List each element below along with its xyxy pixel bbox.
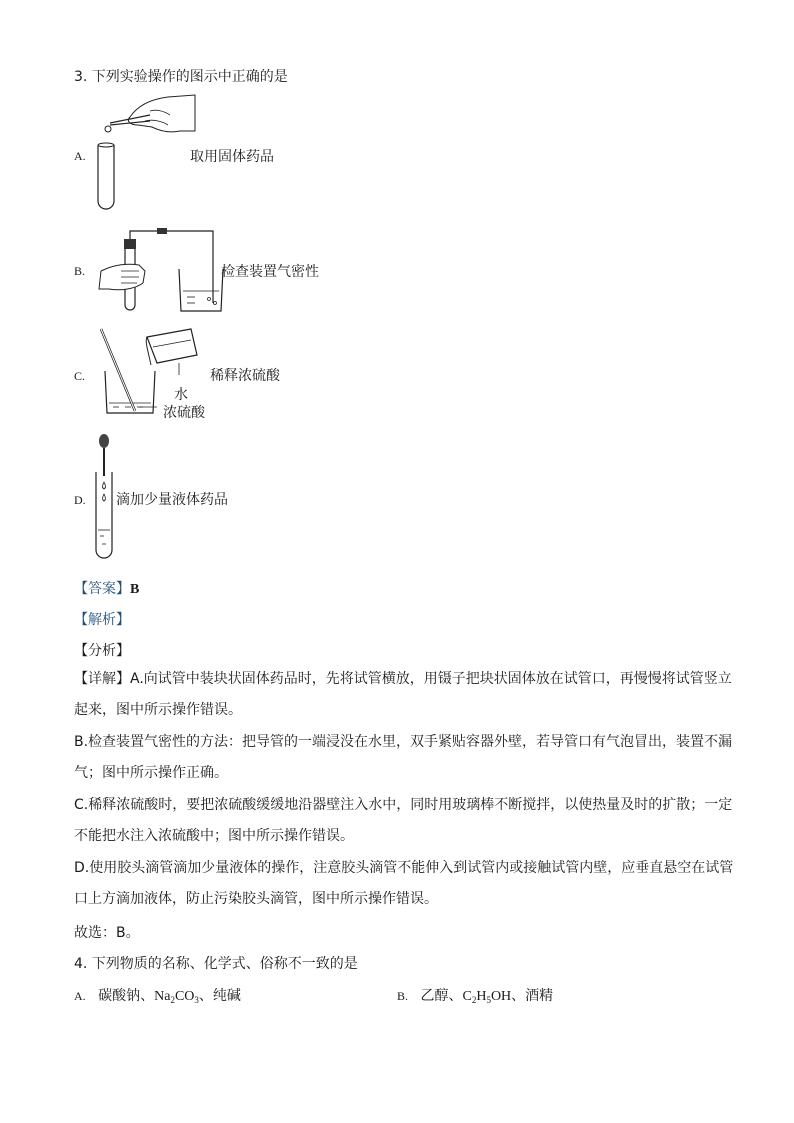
q4-option-a-tail: 、纯碱 bbox=[198, 988, 241, 1004]
answer-tag: 【答案】 bbox=[74, 581, 130, 597]
analysis-tag: 【解析】 bbox=[74, 612, 130, 628]
option-b-caption: 检查装置气密性 bbox=[221, 264, 319, 280]
option-a-caption: 取用固体药品 bbox=[190, 149, 274, 165]
q4-option-b-name: 乙醇、 bbox=[420, 988, 463, 1004]
detail-tag: 【详解】 bbox=[74, 671, 130, 687]
option-c-caption: 稀释浓硫酸 bbox=[210, 368, 280, 384]
detail-b-text: B.检查装置气密性的方法：把导管的一端浸没在水里，双手紧贴容器外壁，若导管口有气泡冒出，装置不漏气；图中所示操作正确。 bbox=[74, 734, 733, 781]
q4-option-b-formula: $C_2H_5OH$ bbox=[462, 989, 512, 1005]
q4-option-a-letter: A. bbox=[74, 989, 86, 1003]
option-c-water-label: 水 bbox=[174, 387, 188, 403]
detail-a-text: A.向试管中装块状固体药品时，先将试管横放，用镊子把块状固体放在试管口，再慢慢将试管竖立起来，图中所示操作错误。 bbox=[74, 671, 732, 718]
q4-option-a-formula: $Na_2CO_3$ bbox=[154, 989, 199, 1005]
question-3-title: 3. 下列实验操作的图示中正确的是 bbox=[74, 69, 288, 85]
q4-option-b-tail: 、酒精 bbox=[511, 988, 554, 1004]
answer-value: B bbox=[130, 582, 140, 597]
option-d-letter: D. bbox=[74, 493, 86, 507]
option-d-caption: 滴加少量液体药品 bbox=[116, 492, 228, 508]
conclusion-text: 故选：B。 bbox=[74, 925, 140, 941]
option-a-figure bbox=[90, 95, 200, 215]
question-4-option-b bbox=[397, 985, 553, 1005]
q4-option-a-name: 碳酸钠、 bbox=[98, 988, 155, 1004]
question-4-option-a bbox=[74, 985, 241, 1005]
fenxi-tag: 【分析】 bbox=[74, 643, 130, 659]
detail-c-text: C.稀释浓硫酸时，要把浓硫酸缓缓地沿器壁注入水中，同时用玻璃棒不断搅拌，以使热量及时的扩散；一定不能把水注入浓硫酸中；图中所示操作错误。 bbox=[74, 797, 733, 844]
option-c-acid-label: 浓硫酸 bbox=[163, 405, 205, 421]
option-a-letter: A. bbox=[74, 149, 86, 163]
question-4-title: 4. 下列物质的名称、化学式、俗称不一致的是 bbox=[74, 956, 358, 972]
option-b-figure bbox=[95, 225, 225, 320]
q4-option-b-letter: B. bbox=[397, 989, 409, 1003]
option-c-letter: C. bbox=[74, 369, 86, 383]
detail-a-paragraph bbox=[74, 664, 734, 726]
detail-d-text: D.使用胶头滴管滴加少量液体的操作，注意胶头滴管不能伸入到试管内或接触试管内壁，应垂直悬空在试管口上方滴加液体，防止污染胶头滴管，图中所示操作错误。 bbox=[74, 860, 734, 907]
answer-line bbox=[74, 578, 139, 598]
option-b-letter: B. bbox=[74, 264, 86, 278]
